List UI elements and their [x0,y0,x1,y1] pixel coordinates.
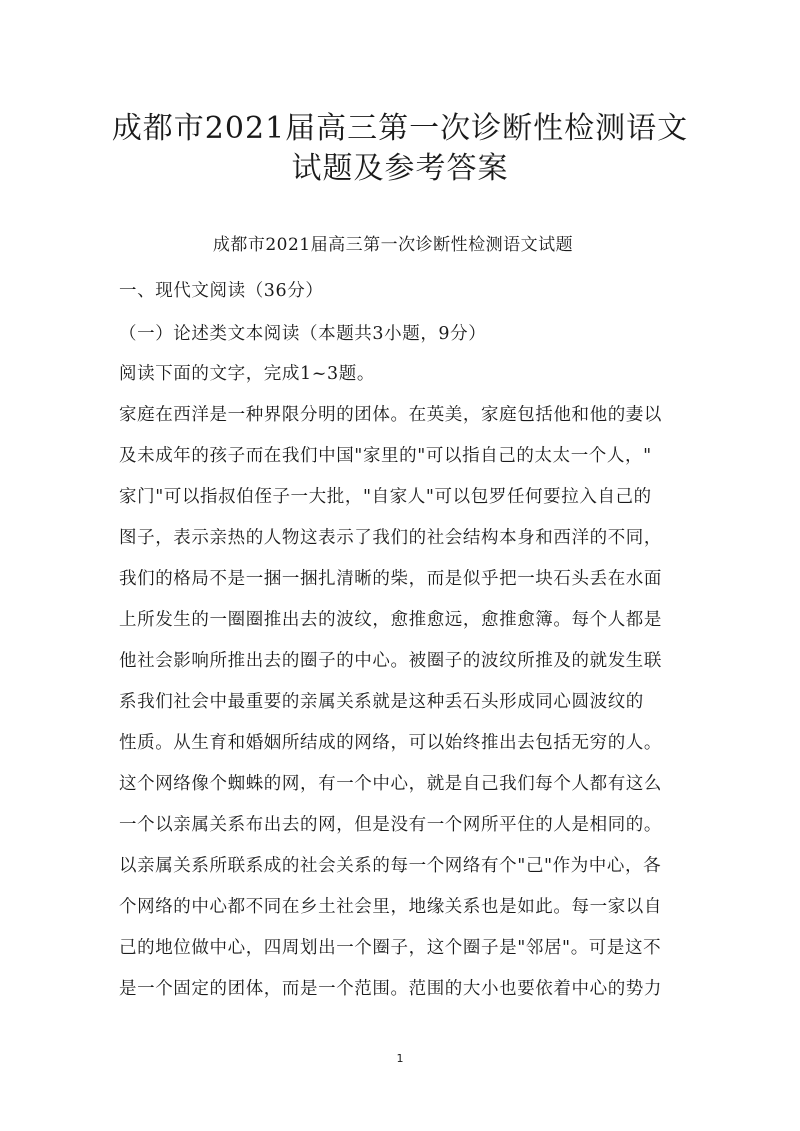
body-line: 性质。从生育和婚姻所结成的网络，可以始终推出去包括无穷的人。 [119,733,662,753]
body-line: 系我们社会中最重要的亲属关系就是这种丢石头形成同心圆波纹的 [119,692,644,712]
document-title-line-1: 成都市2021届高三第一次诊断性检测语文 [111,111,689,146]
body-line: 家庭在西洋是一种界限分明的团体。在英美，家庭包括他和他的妻以 [119,405,662,425]
body-line: 他社会影响所推出去的圈子的中心。被圈子的波纹所推及的就发生联 [119,651,662,671]
body-line: 以亲属关系所联系成的社会关系的每一个网络有个"己"作为中心，各 [119,856,662,876]
body-line: 个网络的中心都不同在乡土社会里，地缘关系也是如此。每一家以自 [119,897,662,917]
body-line: 图子，表示亲热的人物这表示了我们的社会结构本身和西洋的不同， [119,528,662,548]
section-heading: 一、现代文阅读（36分） [119,281,324,301]
document-title-line-2: 试题及参考答案 [291,151,509,186]
body-line: 这个网络像个蜘蛛的网，有一个中心，就是自己我们每个人都有这么 [119,774,662,794]
exam-subtitle: 成都市2021届高三第一次诊断性检测语文试题 [212,235,574,255]
body-line: 己的地位做中心，四周划出一个圈子，这个圈子是"邻居"。可是这不 [119,938,662,958]
reading-instruction: 阅读下面的文字，完成1~3题。 [119,364,375,384]
body-line: 家门"可以指叔伯侄子一大批，"自家人"可以包罗任何要拉入自己的 [119,487,652,507]
page-number: 1 [396,1052,404,1065]
body-line: 上所发生的一圈圈推出去的波纹，愈推愈远，愈推愈簿。每个人都是 [119,610,662,630]
body-line: 一个以亲属关系布出去的网，但是没有一个网所平住的人是相同的。 [119,815,662,835]
body-line: 及未成年的孩子而在我们中国"家里的"可以指自己的太太一个人，" [119,446,652,466]
body-line: 是一个固定的团体，而是一个范围。范围的大小也要依着中心的势力 [119,979,662,999]
subsection-heading: （一）论述类文本阅读（本题共3小题，9分） [119,324,487,344]
body-line: 我们的格局不是一捆一捆扎清晰的柴，而是似乎把一块石头丢在水面 [119,569,662,589]
